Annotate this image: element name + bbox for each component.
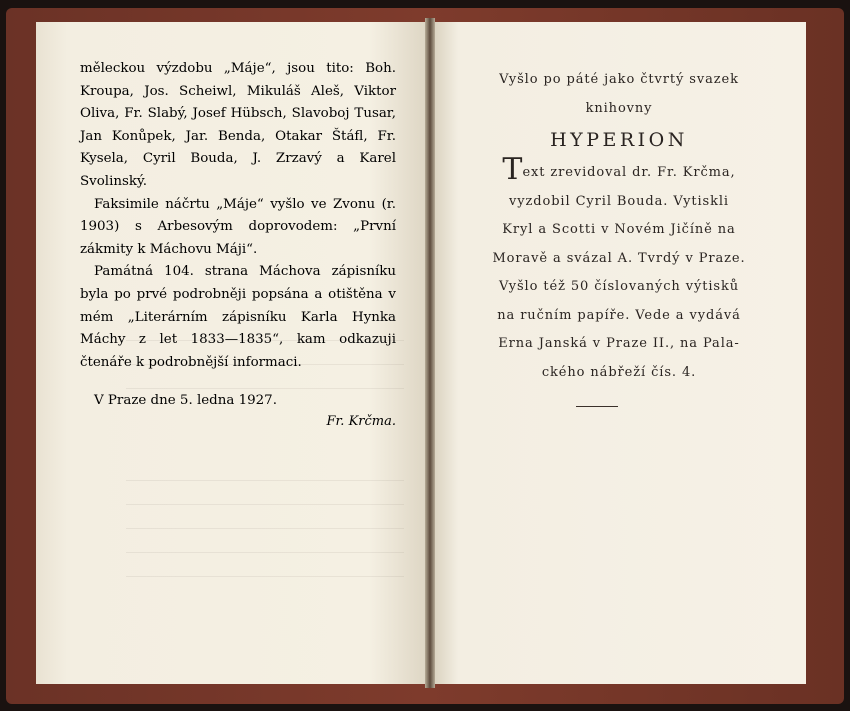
left-page-text [80, 58, 396, 413]
colophon [462, 66, 776, 387]
colophon-text-line: Erna Janská v Praze II., na Pala- [498, 336, 740, 351]
paragraph-notebook: Památná 104. strana Máchova zápisníku byla po prvé podrobněji popsána a otištěna v mém „Literárním zápisníku Karla Hynka Máchy z let 1833—1835“, kam odkazuji čtenáře k podrobnější informaci. [80, 264, 396, 370]
drop-cap: T [502, 152, 523, 187]
colophon-text-line: ckého nábřeží čís. 4. [541, 364, 697, 380]
colophon-text-line: Moravě a svázal A. Tvrdý v Praze. [492, 250, 746, 266]
colophon-text-line: Vyšlo též 50 číslovaných výtisků [498, 279, 740, 294]
colophon-text-line: Kryl a Scotti v Novém Jičíně na [502, 222, 736, 237]
colophon-line-1: Vyšlo po páté jako čtvrtý svazek [499, 72, 739, 87]
series-title: HYPERION [550, 129, 688, 151]
colophon-text-line: Text zrevidoval dr. Fr. Krčma, [502, 152, 736, 187]
colophon-text-line: na ručním papíře. Vede a vydává [497, 307, 741, 323]
closing-rule [576, 406, 618, 407]
colophon-line-2: knihovny [585, 100, 653, 116]
dateline: V Praze dne 5. ledna 1927. [94, 393, 277, 409]
signature: Fr. Krčma. [326, 414, 396, 429]
colophon-text-line: vyzdobil Cyril Bouda. Vytiskli [509, 193, 729, 209]
paragraph-facsimile: Faksimile náčrtu „Máje“ vyšlo ve Zvonu (r. 1903) s Arbesovým doprovodem: „První zákmity k Máchovu Máji“. [80, 196, 396, 257]
paragraph-illustrators: měleckou výzdobu „Máje“, jsou tito: Boh. Kroupa, Jos. Scheiwl, Mikuláš Aleš, Viktor Oliva, Fr. Slabý, Josef Hübsch, Slavoboj Tusar, Jan Konůpek, Jar. Benda, Otakar Štáfl, Fr. Kysela, Cyril Bouda, J. Zrzavý a Karel Svolinský. [80, 61, 396, 189]
book-gutter [425, 18, 435, 688]
